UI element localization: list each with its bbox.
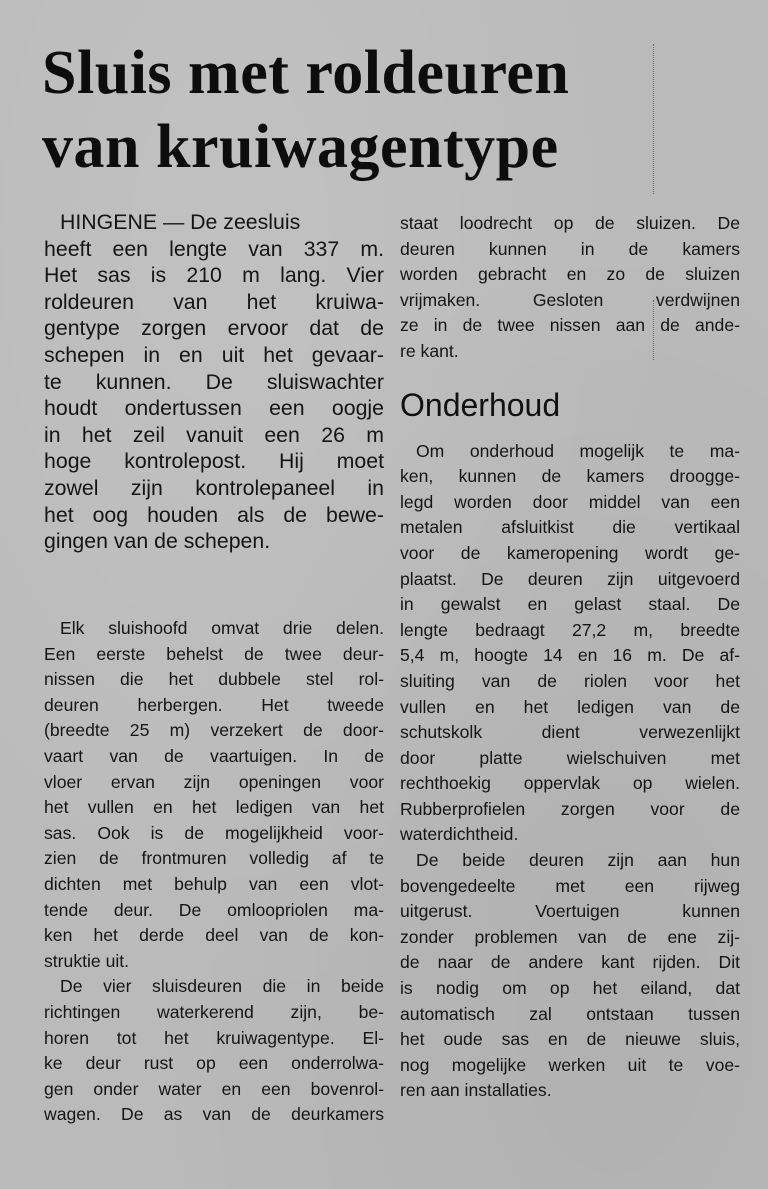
body-line: zonder problemen van de ene zij-	[400, 926, 740, 947]
body-line: is nodig om op het eiland, dat	[400, 978, 740, 999]
lead-paragraph	[44, 209, 384, 555]
lead-line: gentype zorgen ervoor dat de	[44, 316, 384, 341]
body-line: De beide deuren zijn aan hun	[416, 850, 740, 871]
lead-line: houdt ondertussen een oogje	[44, 396, 384, 421]
body-line: uitgerust. Voertuigen kunnen	[400, 901, 740, 922]
body-line: dichten met behulp van een vlot-	[44, 873, 384, 894]
body-line: plaatst. De deuren zijn uitgevoerd	[400, 568, 740, 589]
lead-line: zowel zijn kontrolepaneel in	[44, 475, 384, 500]
body-line: ze in de twee nissen aan de ande-	[400, 315, 740, 336]
body-line: het oude sas en de nieuwe sluis,	[400, 1029, 740, 1050]
body-line: Elk sluishoofd omvat drie delen.	[60, 618, 384, 638]
lead-line: hoge kontrolepost. Hij moet	[44, 449, 384, 474]
body-line: gen onder water en een bovenrol-	[44, 1078, 384, 1099]
body-line: automatisch zal ontstaan tussen	[400, 1003, 740, 1024]
body-line: vullen en het ledigen van de	[400, 696, 740, 717]
body-line: Rubberprofielen zorgen voor de	[400, 798, 740, 819]
headline-line-2: van kruiwagentype	[42, 113, 559, 181]
lead-line: gingen van de schepen.	[44, 529, 271, 554]
headline-line-1: Sluis met roldeuren	[42, 39, 570, 107]
body-line: bovengedeelte met een rijweg	[400, 875, 740, 896]
body-line: sluiting van de riolen voor het	[400, 670, 740, 691]
body-line: sas. Ook is de mogelijkheid voor-	[44, 822, 384, 843]
fold-line	[653, 44, 654, 194]
body-line: ren aan installaties.	[400, 1080, 552, 1101]
body-line: het vullen en het ledigen van het	[44, 797, 384, 818]
lead-line: te kunnen. De sluiswachter	[44, 369, 384, 394]
body-line: voor de kameropening wordt ge-	[400, 542, 740, 563]
body-line: de naar de andere kant rijden. Dit	[400, 952, 740, 973]
body-line: (breedte 25 m) verzekert de door-	[44, 720, 384, 741]
left-column-body	[44, 616, 384, 1128]
body-line: vloer ervan zijn openingen voor	[44, 771, 384, 792]
body-line: nissen die het dubbele stel rol-	[44, 669, 384, 690]
lead-line: Het sas is 210 m lang. Vier	[44, 263, 384, 288]
body-line: staat loodrecht op de sluizen. De	[400, 213, 740, 233]
subheading-onderhoud: Onderhoud	[400, 386, 561, 423]
headline	[42, 36, 662, 184]
body-line: deuren kunnen in de kamers	[400, 238, 740, 259]
body-line: metalen afsluitkist die vertikaal	[400, 517, 740, 538]
lead-line: roldeuren van het kruiwa-	[44, 289, 384, 314]
body-line: Een eerste behelst de twee deur-	[44, 643, 384, 664]
body-line: lengte bedraagt 27,2 m, breedte	[400, 619, 740, 640]
body-line: struktie uit.	[44, 950, 130, 971]
body-line: legd worden door middel van een	[400, 491, 740, 512]
body-line: deuren herbergen. Het tweede	[44, 694, 384, 715]
lead-line: heeft een lengte van 337 m.	[44, 236, 384, 261]
body-line: De vier sluisdeuren die in beide	[60, 976, 384, 997]
body-line: door platte wielschuiven met	[400, 747, 740, 768]
lead-line: schepen in en uit het gevaar-	[44, 342, 384, 367]
body-line: nog mogelijke werken uit te voe-	[400, 1054, 740, 1075]
body-line: schutskolk dient verwezenlijkt	[400, 722, 740, 743]
body-line: zien de frontmuren volledig af te	[44, 848, 384, 869]
body-line: ken, kunnen de kamers droogge-	[400, 466, 740, 487]
body-line: worden gebracht en zo de sluizen	[400, 264, 740, 285]
body-line: in gewalst en gelast staal. De	[400, 594, 740, 615]
body-line: vrijmaken. Gesloten verdwijnen	[400, 289, 740, 310]
lead-line: het oog houden als de bewe-	[44, 502, 384, 527]
body-line: horen tot het kruiwagentype. El-	[44, 1027, 384, 1048]
body-line: richtingen waterkerend zijn, be-	[44, 1001, 384, 1022]
body-line: wagen. De as van de deurkamers	[44, 1104, 384, 1125]
body-line: rechthoekig oppervlak op wielen.	[400, 773, 740, 794]
body-line: 5,4 m, hoogte 14 en 16 m. De af-	[400, 645, 740, 666]
body-line: re kant.	[400, 340, 459, 361]
lead-line: HINGENE — De zeesluis	[60, 210, 301, 234]
body-line: Om onderhoud mogelijk te ma-	[416, 440, 740, 461]
right-column	[400, 211, 740, 1104]
body-line: ken het derde deel van de kon-	[44, 925, 384, 946]
body-line: waterdichtheid.	[400, 824, 519, 845]
body-line: tende deur. De omloopriolen ma-	[44, 899, 384, 920]
body-line: vaart van de vaartuigen. In de	[44, 745, 384, 766]
body-line: ke deur rust op een onderrolwa-	[44, 1053, 384, 1074]
lead-line: in het zeil vanuit een 26 m	[44, 422, 384, 447]
